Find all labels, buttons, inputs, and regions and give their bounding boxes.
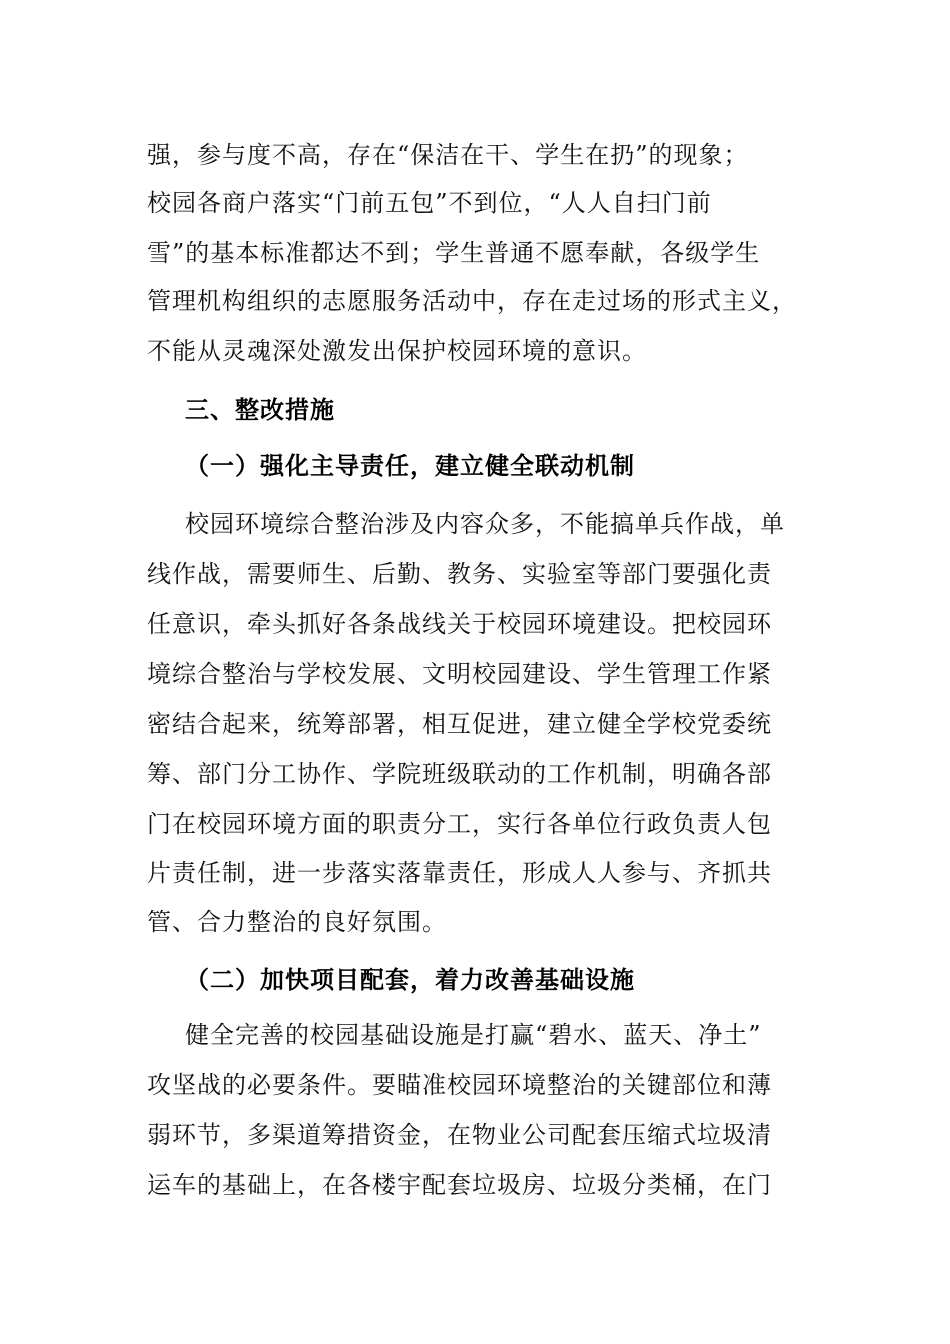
body-text-line: 境综合整治与学校发展、文明校园建设、学生管理工作紧 <box>147 660 772 688</box>
body-text-line: 不能从灵魂深处激发出保护校园环境的意识。 <box>147 337 647 365</box>
subsection-heading: （一）强化主导责任，建立健全联动机制 <box>185 451 635 480</box>
body-text-line: 门在校园环境方面的职责分工，实行各单位行政负责人包 <box>147 810 772 838</box>
body-text-line: 健全完善的校园基础设施是打赢“碧水、蓝天、净土” <box>185 1021 762 1049</box>
body-text-line: 弱环节，多渠道筹措资金，在物业公司配套压缩式垃圾清 <box>147 1121 772 1149</box>
subsection-heading: （二）加快项目配套，着力改善基础设施 <box>185 965 635 994</box>
body-text-line: 运车的基础上，在各楼宇配套垃圾房、垃圾分类桶，在门 <box>147 1171 772 1199</box>
body-text-line: 管、合力整治的良好氛围。 <box>147 908 447 936</box>
section-heading: 三、整改措施 <box>185 395 335 424</box>
body-text-line: 任意识，牵头抓好各条战线关于校园环境建设。把校园环 <box>147 610 772 638</box>
body-text-line: 雪”的基本标准都达不到；学生普通不愿奉献，各级学生 <box>147 239 761 267</box>
body-text-line: 筹、部门分工协作、学院班级联动的工作机制，明确各部 <box>147 760 772 788</box>
body-text-line: 强，参与度不高，存在“保洁在干、学生在扔”的现象； <box>147 141 749 169</box>
body-text-line: 片责任制，进一步落实落靠责任，形成人人参与、齐抓共 <box>147 859 772 887</box>
body-text-line: 管理机构组织的志愿服务活动中，存在走过场的形式主义， <box>147 287 797 315</box>
body-text-line: 校园环境综合整治涉及内容众多，不能搞单兵作战，单 <box>185 510 785 538</box>
body-text-line: 攻坚战的必要条件。要瞄准校园环境整治的关键部位和薄 <box>147 1071 772 1099</box>
body-text-line: 线作战，需要师生、后勤、教务、实验室等部门要强化责 <box>147 560 772 588</box>
body-text-line: 校园各商户落实“门前五包”不到位，“人人自扫门前 <box>147 189 712 217</box>
body-text-line: 密结合起来，统筹部署，相互促进，建立健全学校党委统 <box>147 710 772 738</box>
